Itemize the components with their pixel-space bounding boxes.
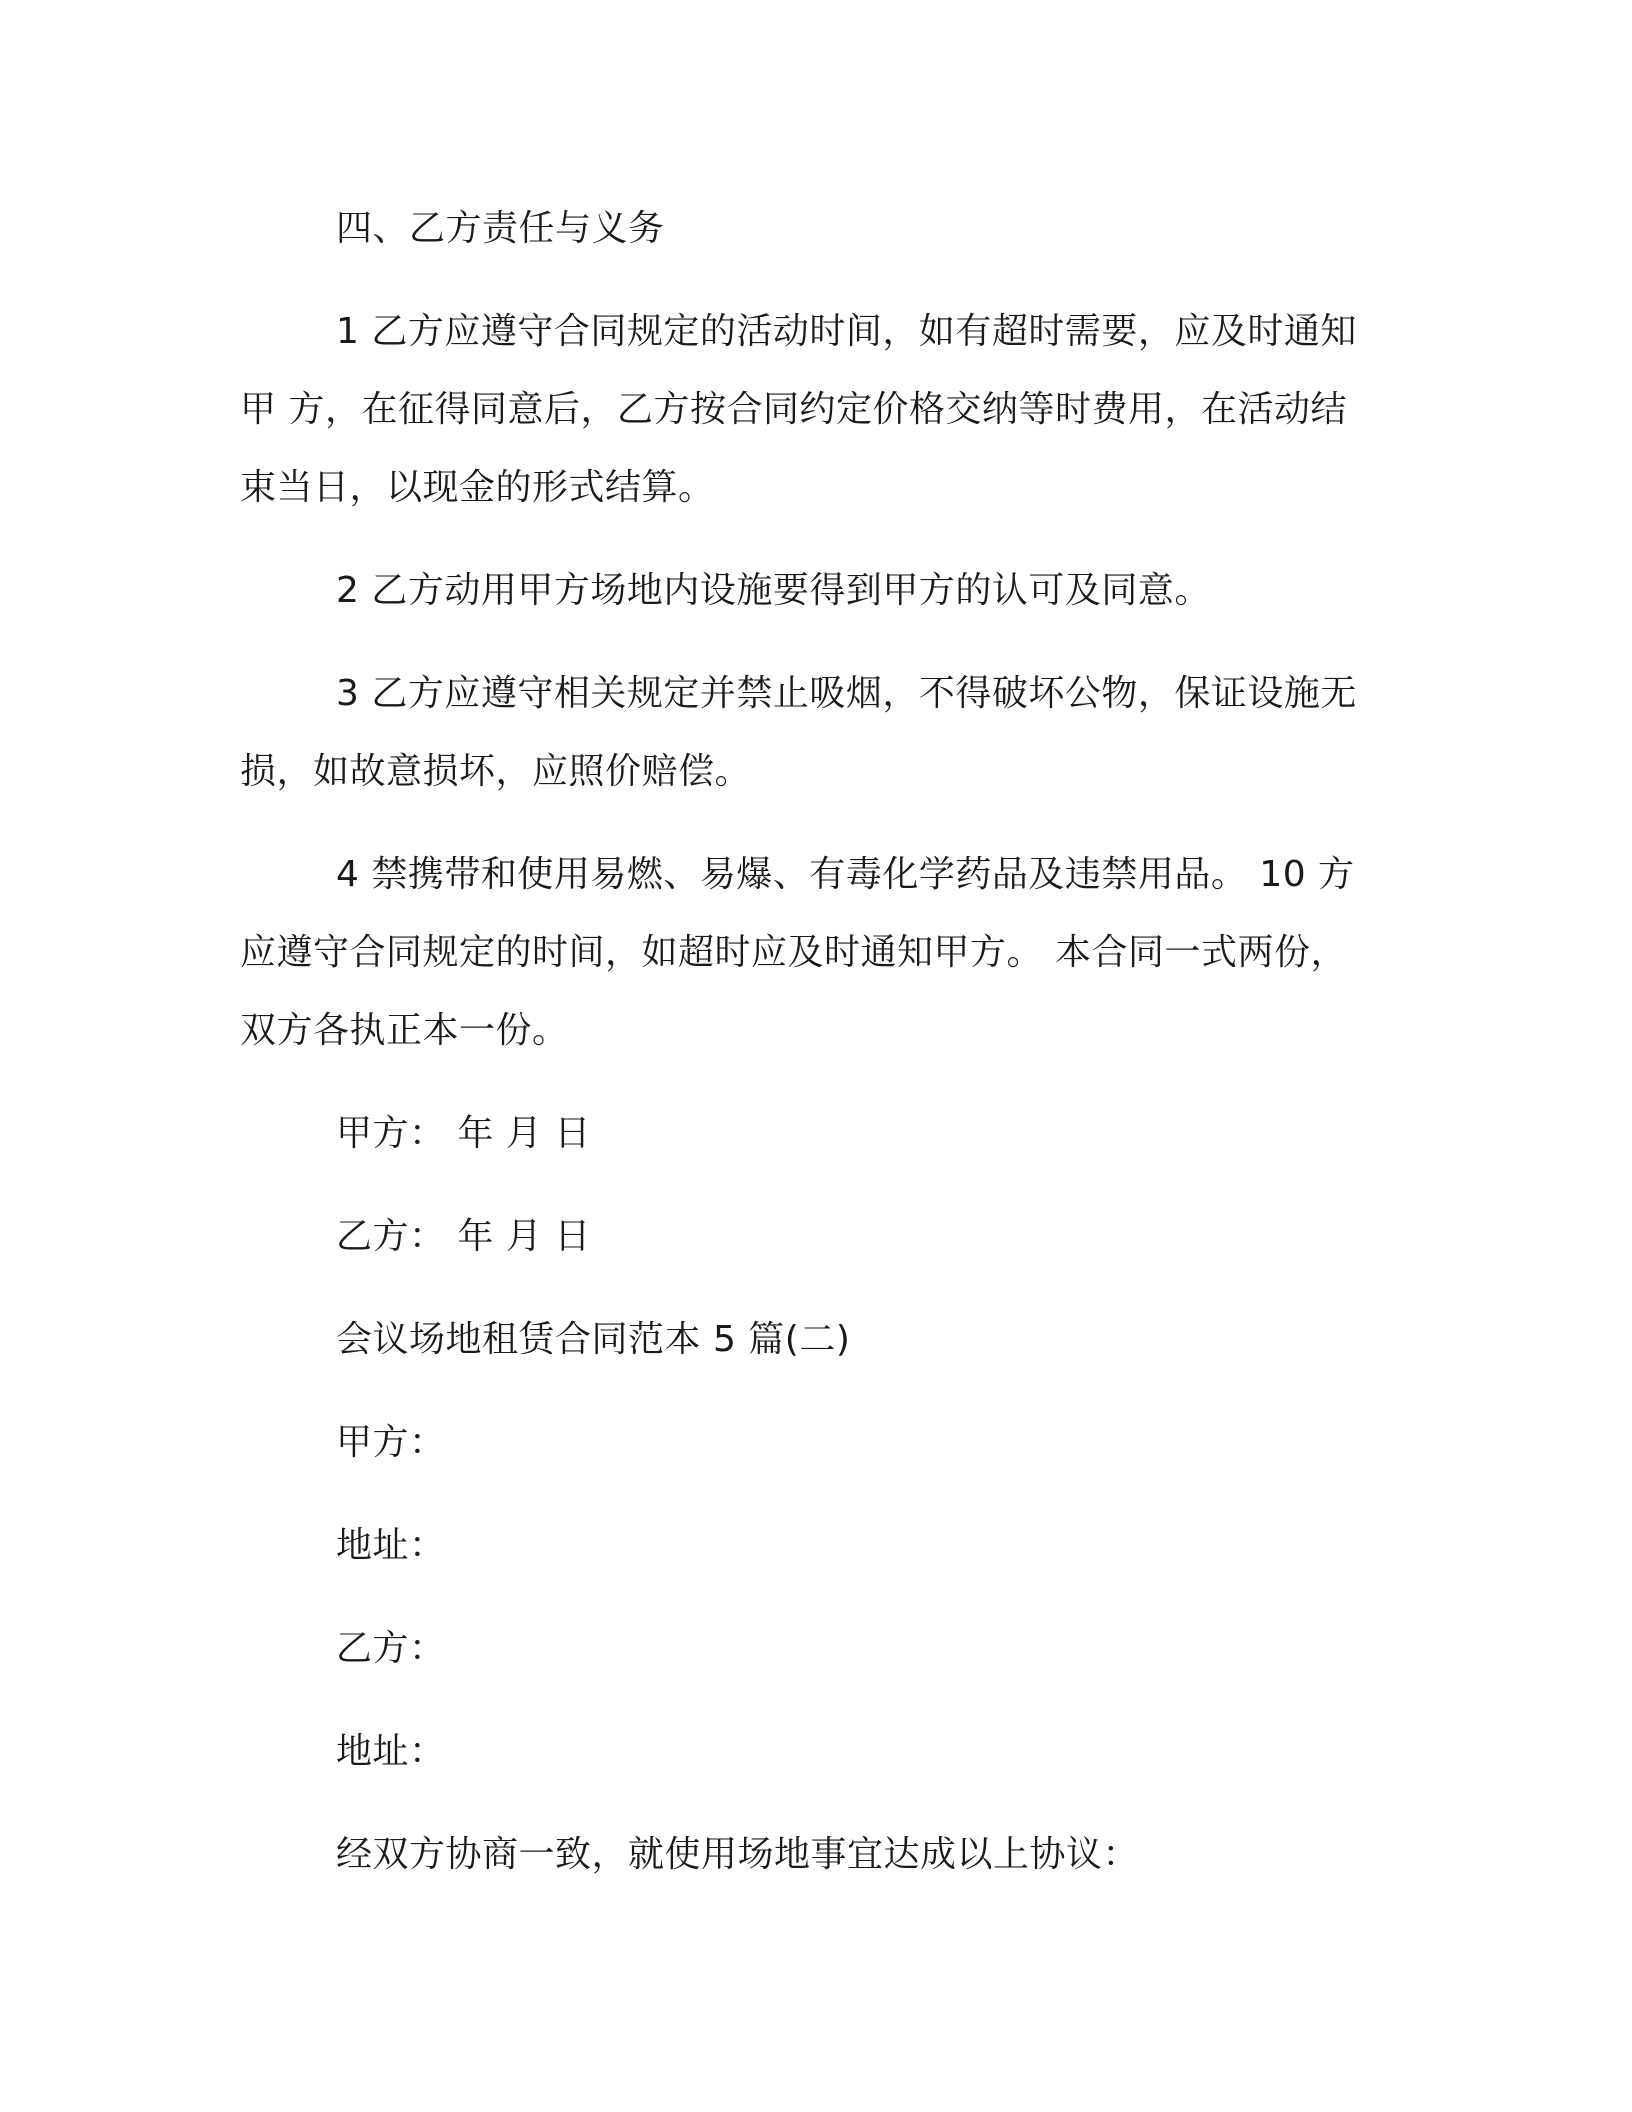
party-a-label: 甲方： — [336, 1422, 446, 1463]
address-b-label: 地址： — [336, 1731, 446, 1772]
party-b-label: 乙方： — [336, 1628, 446, 1669]
clause-3-line-2: 损，如故意损坏，应照价赔偿。 — [240, 751, 752, 792]
signature-party-b: 乙方： 年 月 日 — [336, 1216, 591, 1257]
clause-1-line-1: 1 乙方应遵守合同规定的活动时间，如有超时需要，应及时通知 — [336, 311, 1357, 352]
clause-3-line-1: 3 乙方应遵守相关规定并禁止吸烟，不得破坏公物，保证设施无 — [336, 673, 1357, 714]
clause-2: 2 乙方动用甲方场地内设施要得到甲方的认可及同意。 — [336, 570, 1211, 611]
agreement-statement: 经双方协商一致，就使用场地事宜达成以上协议： — [336, 1834, 1140, 1875]
clause-4-line-3: 双方各执正本一份。 — [240, 1010, 569, 1051]
signature-party-a: 甲方： 年 月 日 — [336, 1113, 591, 1154]
clause-4-line-1: 4 禁携带和使用易燃、易爆、有毒化学药品及违禁用品。 10 方 — [336, 854, 1355, 895]
clause-3 — [240, 655, 1380, 811]
section-heading-four: 四、乙方责任与义务 — [336, 208, 665, 249]
document-body — [240, 190, 1380, 1894]
clause-4-line-2: 应遵守合同规定的时间，如超时应及时通知甲方。 本合同一式两份， — [240, 932, 1347, 973]
clause-4 — [240, 836, 1380, 1070]
contract-title-two: 会议场地租赁合同范本 5 篇(二) — [336, 1319, 851, 1360]
clause-1 — [240, 293, 1380, 527]
clause-1-line-3: 束当日，以现金的形式结算。 — [240, 467, 715, 508]
clause-1-line-2: 甲 方，在征得同意后，乙方按合同约定价格交纳等时费用，在活动结 — [240, 389, 1347, 430]
address-a-label: 地址： — [336, 1525, 446, 1566]
